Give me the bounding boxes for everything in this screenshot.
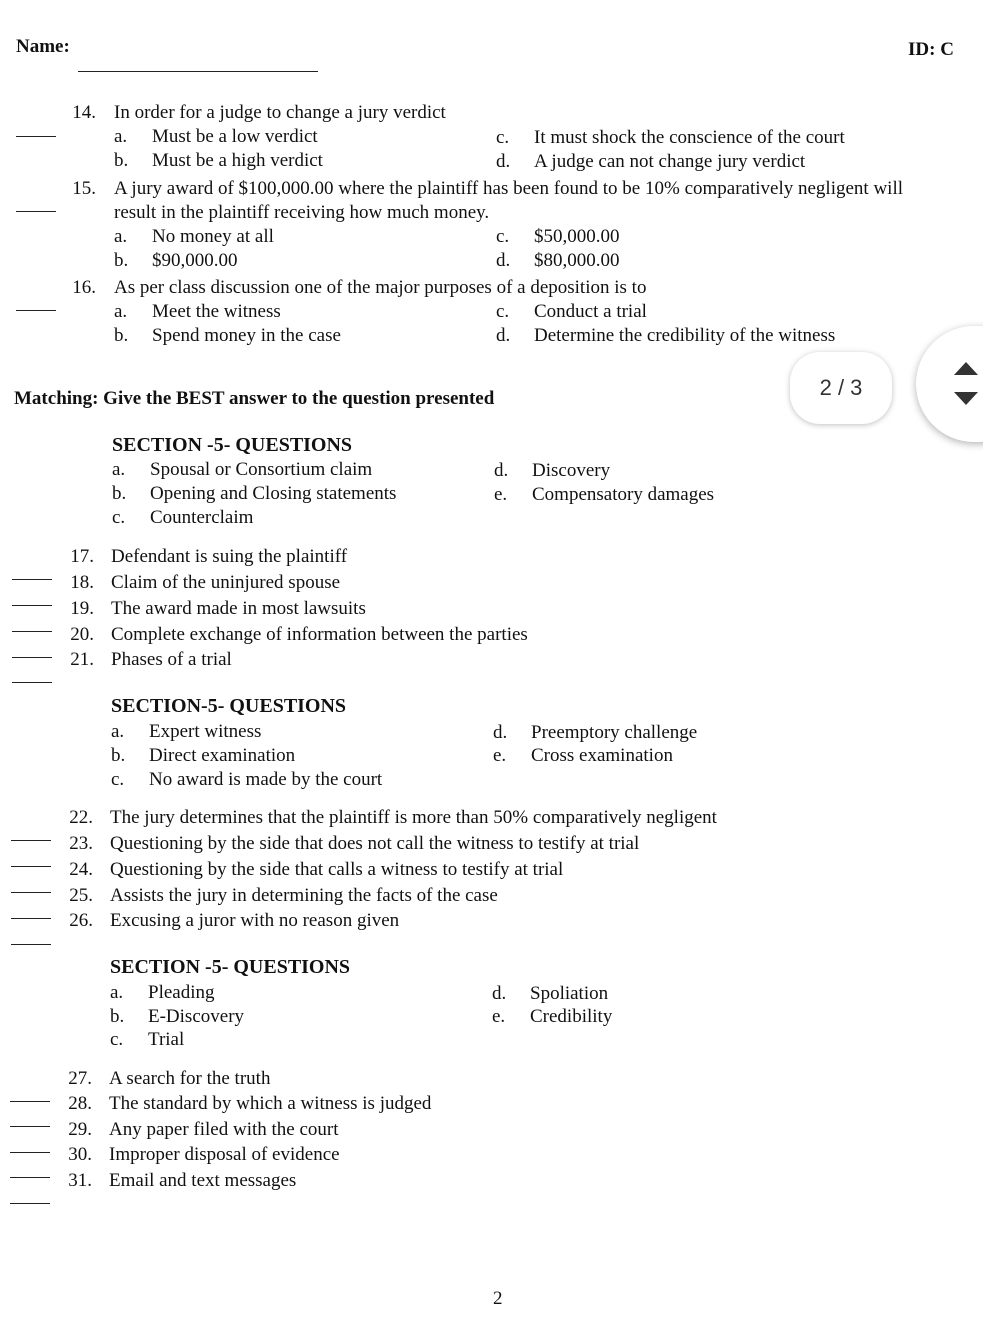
- answer-blank[interactable]: [10, 1086, 50, 1108]
- scroll-up-icon[interactable]: [954, 362, 978, 375]
- answer-blank[interactable]: [11, 877, 51, 899]
- question-text: A jury award of $100,000.00 where the plaintiff has been found to be 10% comparatively negligent will: [114, 178, 904, 199]
- question-text-line-2: result in the plaintiff receiving how much money.: [114, 202, 490, 223]
- option-a: a. Expert witness: [111, 721, 262, 742]
- item-text: The jury determines that the plaintiff is more than 50% comparatively negligent: [110, 807, 717, 828]
- option-e: e. Credibility: [492, 1006, 613, 1027]
- item-text: Any paper filed with the court: [109, 1119, 339, 1140]
- item-number: 24.: [69, 859, 93, 880]
- page-indicator: 2 / 3: [790, 352, 892, 424]
- item-number: 20.: [70, 624, 94, 645]
- item-text: The standard by which a witness is judged: [109, 1093, 432, 1114]
- item-text: Assists the jury in determining the facts of the case: [110, 885, 498, 906]
- matching-title: Matching: Give the BEST answer to the question presented: [14, 388, 495, 409]
- page-scroller[interactable]: [916, 326, 983, 442]
- answer-blank[interactable]: [11, 903, 51, 925]
- item-text: Defendant is suing the plaintiff: [111, 546, 348, 567]
- option-c: c. Conduct a trial: [496, 301, 647, 322]
- option-a: a. Meet the witness: [114, 301, 281, 322]
- answer-blank[interactable]: [10, 1137, 50, 1159]
- item-text: Excusing a juror with no reason given: [110, 910, 400, 931]
- item-number: 21.: [70, 649, 94, 670]
- item-number: 27.: [68, 1068, 92, 1089]
- option-c: c. Trial: [110, 1029, 185, 1050]
- answer-blank[interactable]: [16, 295, 56, 317]
- answer-blank[interactable]: [10, 1188, 50, 1210]
- item-number: 30.: [68, 1144, 92, 1165]
- option-a: a. No money at all: [114, 226, 274, 247]
- option-d: d. Preemptory challenge: [493, 722, 698, 743]
- name-label: Name:: [16, 36, 70, 57]
- answer-blank[interactable]: [12, 564, 52, 586]
- name-blank[interactable]: [78, 56, 318, 78]
- section-title: SECTION -5- QUESTIONS: [112, 434, 353, 456]
- option-d: d. A judge can not change jury verdict: [496, 151, 806, 172]
- answer-blank[interactable]: [10, 1111, 50, 1133]
- answer-blank[interactable]: [12, 642, 52, 664]
- option-b: b. Spend money in the case: [114, 325, 341, 346]
- question-number: 15.: [72, 178, 96, 199]
- answer-blank[interactable]: [12, 667, 52, 689]
- option-d: d. Discovery: [494, 460, 611, 481]
- answer-blank[interactable]: [12, 590, 52, 612]
- option-b: b. Opening and Closing statements: [112, 483, 397, 504]
- question-number: 16.: [72, 277, 96, 298]
- option-c: c. No award is made by the court: [111, 769, 383, 790]
- option-d: d. Spoliation: [492, 983, 609, 1004]
- id-label: ID: C: [908, 39, 954, 60]
- question-text: In order for a judge to change a jury verdict: [114, 102, 446, 123]
- option-e: e. Cross examination: [493, 745, 673, 766]
- answer-blank[interactable]: [11, 851, 51, 873]
- scroll-down-icon[interactable]: [954, 392, 978, 405]
- option-c: c. Counterclaim: [112, 507, 254, 528]
- item-text: Questioning by the side that does not call the witness to testify at trial: [110, 833, 640, 854]
- option-a: a. Spousal or Consortium claim: [112, 459, 373, 480]
- answer-blank[interactable]: [16, 196, 56, 218]
- item-text: Improper disposal of evidence: [109, 1144, 340, 1165]
- option-d: d. $80,000.00: [496, 250, 620, 271]
- option-a: a. Must be a low verdict: [114, 126, 318, 147]
- option-b: b. Must be a high verdict: [114, 150, 323, 171]
- answer-blank[interactable]: [11, 825, 51, 847]
- item-number: 26.: [69, 910, 93, 931]
- item-text: A search for the truth: [109, 1068, 271, 1089]
- option-d: d. Determine the credibility of the witness: [496, 325, 836, 346]
- item-number: 17.: [70, 546, 94, 567]
- item-text: Phases of a trial: [111, 649, 232, 670]
- item-number: 31.: [68, 1170, 92, 1191]
- item-text: Claim of the uninjured spouse: [111, 572, 341, 593]
- option-a: a. Pleading: [110, 982, 215, 1003]
- item-number: 28.: [68, 1093, 92, 1114]
- item-text: The award made in most lawsuits: [111, 598, 366, 619]
- option-c: c. It must shock the conscience of the court: [496, 127, 845, 148]
- item-number: 29.: [68, 1119, 92, 1140]
- item-number: 23.: [69, 833, 93, 854]
- page-number: 2: [493, 1288, 503, 1309]
- question-text: As per class discussion one of the major purposes of a deposition is to: [114, 277, 647, 298]
- item-number: 22.: [69, 807, 93, 828]
- item-number: 25.: [69, 885, 93, 906]
- item-text: Complete exchange of information between the parties: [111, 624, 528, 645]
- option-c: c. $50,000.00: [496, 226, 620, 247]
- item-text: Questioning by the side that calls a witness to testify at trial: [110, 859, 564, 880]
- answer-blank[interactable]: [12, 616, 52, 638]
- option-e: e. Compensatory damages: [494, 484, 715, 505]
- option-b: b. Direct examination: [111, 745, 296, 766]
- item-text: Email and text messages: [109, 1170, 297, 1191]
- question-number: 14.: [72, 102, 96, 123]
- item-number: 18.: [70, 572, 94, 593]
- section-title: SECTION -5- QUESTIONS: [110, 956, 351, 978]
- option-b: b. E-Discovery: [110, 1006, 245, 1027]
- section-title: SECTION-5- QUESTIONS: [111, 695, 347, 717]
- answer-blank[interactable]: [10, 1162, 50, 1184]
- option-b: b. $90,000.00: [114, 250, 238, 271]
- item-number: 19.: [70, 598, 94, 619]
- answer-blank[interactable]: [16, 121, 56, 143]
- answer-blank[interactable]: [11, 929, 51, 951]
